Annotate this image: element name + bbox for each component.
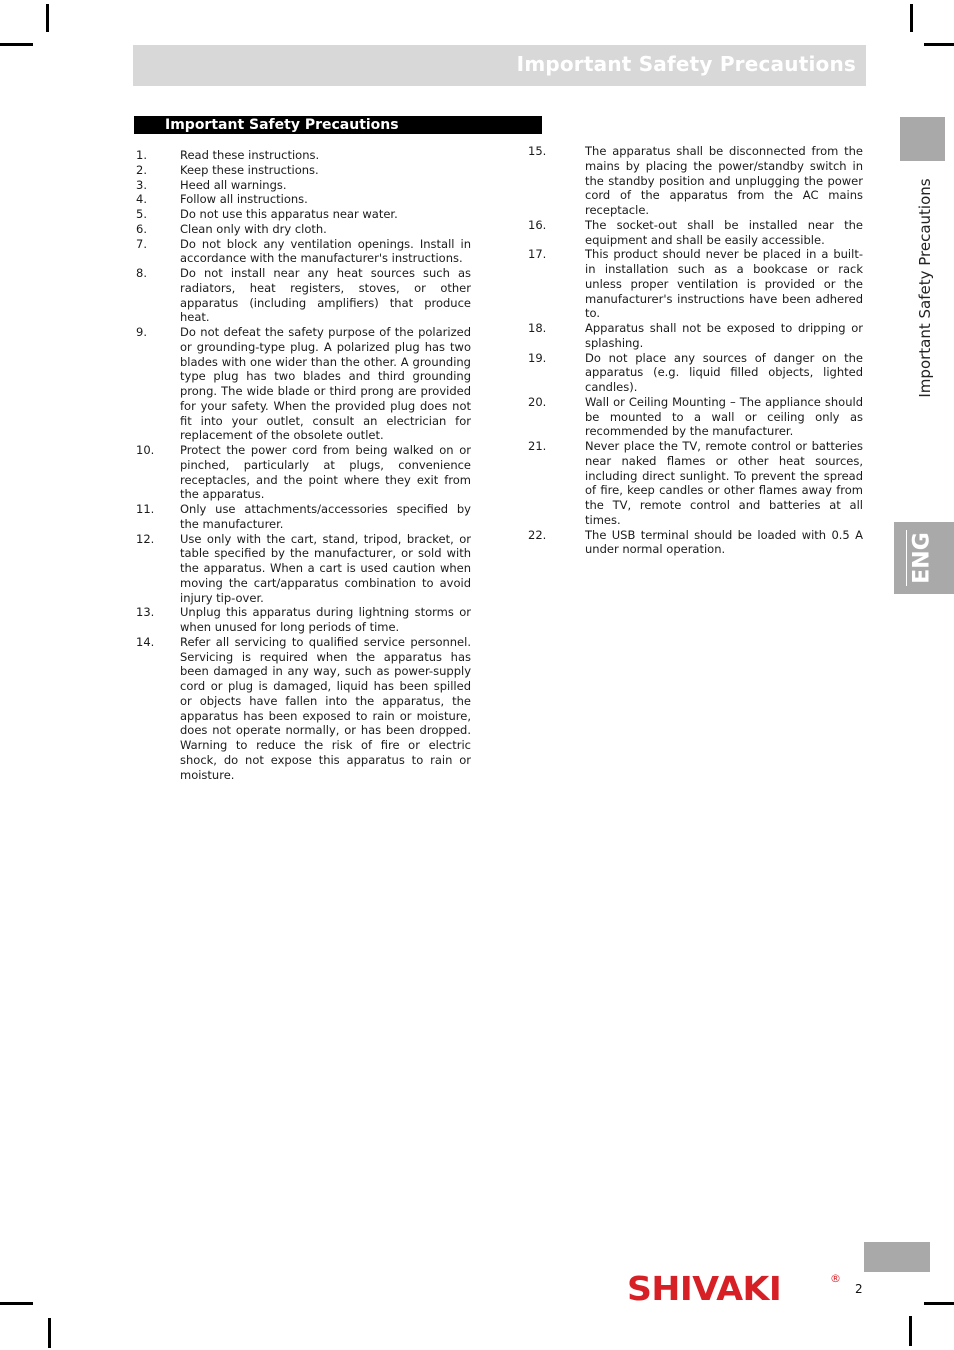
header-title: Important Safety Precautions bbox=[516, 52, 856, 76]
item-text: Read these instructions. bbox=[180, 148, 320, 162]
list-item bbox=[136, 222, 471, 237]
item-text: The apparatus shall be disconnected from the mains by placing the power/standby switch in the standby position and unplugging the power cord of the apparatus from the AC mains receptacle. bbox=[585, 144, 863, 217]
item-number: 10. bbox=[136, 443, 155, 457]
item-number: 21. bbox=[528, 439, 547, 453]
item-text: Wall or Ceiling Mounting – The appliance should be mounted to a wall or ceiling only as recommended by the manufacturer. bbox=[585, 394, 863, 439]
list-item bbox=[136, 237, 471, 267]
list-item bbox=[136, 532, 471, 606]
item-number: 15. bbox=[528, 144, 547, 158]
item-number: 20. bbox=[528, 394, 547, 409]
language-tab bbox=[894, 522, 954, 594]
item-text: Apparatus shall not be exposed to dripping or splashing. bbox=[585, 321, 863, 350]
list-item bbox=[136, 192, 471, 207]
item-number: 1. bbox=[136, 148, 147, 162]
registered-mark: ® bbox=[830, 1272, 841, 1285]
item-text: Do not place any sources of danger on the apparatus (e.g. liquid filled objects, lighted candles). bbox=[585, 350, 863, 394]
item-text: This product should never be placed in a built-in installation such as a bookcase or rack unless proper ventilation is provided or the manufacturer's instructions have been adhered to. bbox=[585, 247, 863, 321]
header-band bbox=[133, 45, 866, 86]
item-number: 11. bbox=[136, 502, 155, 516]
language-tab-divider bbox=[906, 530, 907, 586]
list-item bbox=[528, 321, 863, 351]
item-text: Follow all instructions. bbox=[180, 192, 308, 207]
item-text: Heed all warnings. bbox=[180, 177, 287, 192]
item-text: Do not use this apparatus near water. bbox=[180, 207, 398, 221]
item-number: 14. bbox=[136, 634, 155, 649]
list-item bbox=[136, 148, 471, 163]
item-number: 18. bbox=[528, 321, 547, 335]
brand-logo: SHIVAKI bbox=[627, 1269, 782, 1308]
item-number: 17. bbox=[528, 247, 547, 262]
language-label: ENG bbox=[909, 532, 935, 584]
list-item bbox=[528, 351, 863, 395]
item-text: Clean only with dry cloth. bbox=[180, 221, 327, 236]
section-heading: Important Safety Precautions bbox=[165, 117, 399, 133]
item-text: Do not block any ventilation openings. Install in accordance with the manufacturer's instructions. bbox=[180, 236, 471, 266]
item-text: Refer all servicing to qualified service personnel. Servicing is required when the apparatus has been damaged in any way, such as power-supply cord or plug is damaged, liquid has been spilled or objects have fallen into the apparatus, the apparatus has been exposed to rain or moisture, does not operate normally, or has been dropped. Warning to reduce the risk of fire or electric shock, do not expose this apparatus to rain or moisture. bbox=[180, 634, 471, 782]
item-number: 13. bbox=[136, 605, 155, 620]
item-number: 6. bbox=[136, 221, 147, 236]
item-number: 8. bbox=[136, 266, 147, 280]
crop-mark-top-right-v bbox=[910, 4, 913, 32]
list-item bbox=[136, 207, 471, 222]
list-item bbox=[528, 395, 863, 439]
item-text: Do not install near any heat sources such as radiators, heat registers, stoves, or other apparatus (including amplifiers) that produce heat. bbox=[180, 266, 471, 325]
item-number: 3. bbox=[136, 177, 147, 192]
item-number: 4. bbox=[136, 192, 147, 207]
item-text: The USB terminal should be loaded with 0.5 A under normal operation. bbox=[585, 527, 863, 557]
list-item bbox=[528, 439, 863, 528]
item-text: Keep these instructions. bbox=[180, 162, 319, 177]
list-item bbox=[136, 163, 471, 178]
crop-mark-bottom-right-v bbox=[909, 1316, 912, 1346]
list-item bbox=[136, 325, 471, 443]
list-item bbox=[136, 443, 471, 502]
list-item bbox=[136, 605, 471, 635]
crop-mark-top-left-h bbox=[0, 43, 33, 46]
item-number: 19. bbox=[528, 350, 547, 365]
crop-mark-bottom-left-v bbox=[48, 1318, 51, 1348]
side-section-label: Important Safety Precautions bbox=[916, 178, 934, 398]
item-number: 9. bbox=[136, 325, 147, 339]
section-heading-bar bbox=[134, 116, 542, 134]
list-item bbox=[136, 178, 471, 193]
item-text: Protect the power cord from being walked on or pinched, particularly at plugs, convenience receptacles, and the point where they exit from the apparatus. bbox=[180, 443, 471, 502]
right-column-list bbox=[528, 144, 863, 557]
item-text: Use only with the cart, stand, tripod, bracket, or table specified by the manufacturer, or sold with the apparatus. When a cart is used caution when moving the cart/apparatus combination to avoid injury tip-over. bbox=[180, 531, 471, 605]
item-number: 22. bbox=[528, 527, 547, 542]
list-item bbox=[528, 218, 863, 248]
crop-mark-top-right-h bbox=[924, 43, 954, 46]
list-item bbox=[528, 144, 863, 218]
item-text: Unplug this apparatus during lightning storms or when unused for long periods of time. bbox=[180, 605, 471, 634]
list-item bbox=[136, 635, 471, 783]
crop-mark-top-left-v bbox=[46, 4, 49, 32]
item-number: 2. bbox=[136, 162, 147, 177]
page-number: 2 bbox=[855, 1282, 863, 1296]
list-item bbox=[136, 502, 471, 532]
item-number: 7. bbox=[136, 236, 147, 251]
page-tab-marker bbox=[864, 1242, 930, 1272]
crop-mark-bottom-left-h bbox=[0, 1302, 33, 1305]
item-number: 16. bbox=[528, 217, 547, 232]
list-item bbox=[136, 266, 471, 325]
item-text: Only use attachments/accessories specified by the manufacturer. bbox=[180, 502, 471, 531]
item-text: Never place the TV, remote control or batteries near naked flames or other heat sources, including direct sunlight. To prevent the spread of fire, keep candles or other flames away from the TV, remote control and batteries at all times. bbox=[585, 439, 863, 527]
left-column-list bbox=[136, 148, 471, 782]
item-number: 12. bbox=[136, 531, 155, 546]
side-tab-marker bbox=[900, 117, 945, 161]
list-item bbox=[528, 247, 863, 321]
item-number: 5. bbox=[136, 207, 147, 221]
list-item bbox=[528, 528, 863, 558]
crop-mark-bottom-right-h bbox=[924, 1302, 954, 1305]
item-text: The socket-out shall be installed near the equipment and shall be easily accessible. bbox=[585, 217, 863, 247]
item-text: Do not defeat the safety purpose of the polarized or grounding-type plug. A polarized plug has two blades with one wider than the other. A grounding type plug has two blades and third grounding prong. The wide blade or third prong are provided for your safety. When the provided plug does not fit into your outlet, consult an electrician for replacement of the obsolete outlet. bbox=[180, 325, 471, 443]
